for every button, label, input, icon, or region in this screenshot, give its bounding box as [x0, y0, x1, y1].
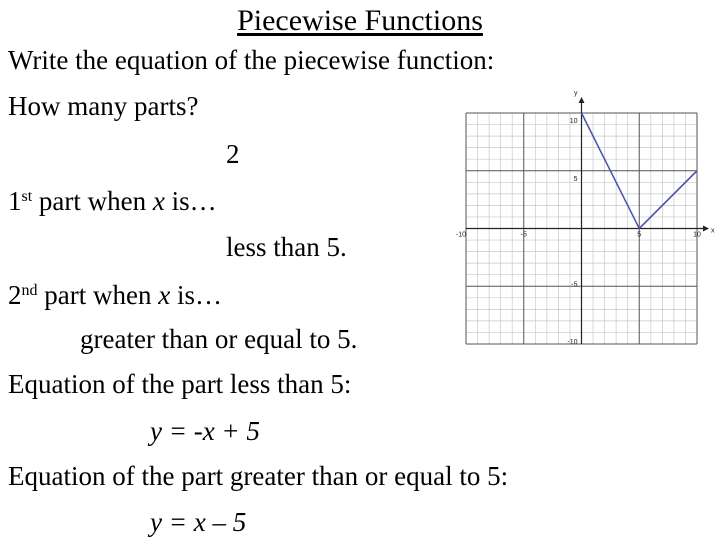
first-part-text: part when [32, 186, 153, 216]
parts-answer: 2 [226, 139, 240, 169]
x-axis-arrow [703, 226, 709, 232]
first-part-question [8, 186, 217, 216]
equation-2: y = x – 5 [150, 507, 247, 537]
equation-1: y = -x + 5 [150, 416, 260, 446]
equation-2-label: Equation of the part greater than or equal to 5: [8, 461, 509, 491]
first-part-answer: less than 5. [226, 232, 347, 262]
second-part-variable: x [158, 280, 171, 310]
tick-labels [456, 90, 715, 346]
y-tick-label: 10 [569, 118, 578, 125]
y-axis-arrow [579, 97, 585, 103]
second-ordinal: 2 [8, 280, 22, 310]
first-ordinal-suffix: st [21, 188, 33, 205]
first-ordinal: 1 [8, 186, 22, 216]
first-part-variable: x [152, 186, 165, 216]
second-part-text: part when [37, 280, 159, 310]
slide-title: Piecewise Functions [237, 4, 483, 37]
y-tick-label: -5 [571, 281, 578, 289]
y-tick-label: 5 [573, 175, 578, 183]
second-ordinal-suffix: nd [21, 282, 38, 299]
second-part-tail: is… [170, 280, 222, 310]
x-tick-label: 10 [693, 231, 701, 239]
piecewise-graph [450, 85, 715, 350]
prompt-text: Write the equation of the piecewise function: [8, 45, 495, 75]
x-tick-label: 5 [637, 231, 642, 239]
y-tick-label: -10 [567, 339, 578, 346]
second-part-question [8, 280, 222, 310]
equation-1-label: Equation of the part less than 5: [8, 369, 352, 399]
second-part-answer: greater than or equal to 5. [80, 324, 358, 354]
x-tick-label: -10 [455, 231, 467, 239]
y-axis-label: y [574, 90, 578, 97]
parts-question: How many parts? [8, 91, 199, 121]
x-tick-label: -5 [520, 231, 527, 239]
series-line [639, 171, 697, 229]
x-axis-label: x [711, 227, 715, 235]
first-part-tail: is… [164, 186, 217, 216]
axes [466, 97, 709, 344]
